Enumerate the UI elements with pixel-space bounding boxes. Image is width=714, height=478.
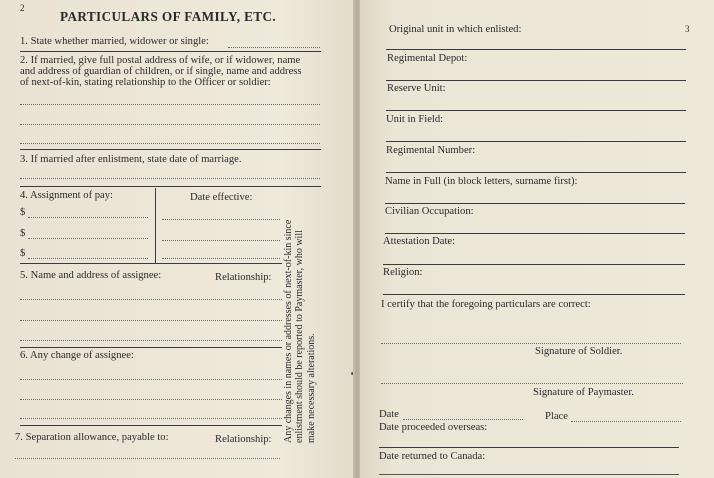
date-effective-label: Date effective:: [190, 192, 253, 203]
q3-answer-line[interactable]: [20, 178, 320, 179]
reserve-unit-label: Reserve Unit:: [387, 83, 446, 94]
page-number-left: 2: [20, 3, 25, 13]
pay-amount-line-2[interactable]: [28, 238, 148, 239]
regimental-number-line[interactable]: [386, 172, 686, 173]
question-7-label: 7. Separation allowance, payable to:: [15, 432, 169, 443]
page-number-right: 3: [685, 24, 690, 34]
date-returned-line[interactable]: [379, 474, 679, 475]
q7-answer-line[interactable]: [15, 458, 280, 459]
date-effective-line-3[interactable]: [162, 258, 280, 259]
civilian-occupation-line[interactable]: [385, 233, 685, 234]
soldier-signature-line[interactable]: [381, 343, 681, 344]
relationship-label-5: Relationship:: [215, 272, 272, 283]
divider: [20, 51, 321, 52]
page-title: PARTICULARS OF FAMILY, ETC.: [60, 9, 277, 24]
place-label: Place: [545, 411, 568, 422]
regimental-depot-line[interactable]: [386, 80, 686, 81]
question-1-label: 1. State whether married, widower or single:: [20, 36, 209, 47]
dollar-sign-1: $: [20, 207, 26, 218]
dollar-sign-3: $: [20, 248, 26, 259]
question-5-label: 5. Name and address of assignee:: [20, 270, 162, 281]
divider: [20, 347, 282, 348]
right-page: [360, 0, 714, 478]
signature-of-paymaster-label: Signature of Paymaster.: [533, 387, 634, 398]
civilian-occupation-label: Civilian Occupation:: [385, 206, 474, 217]
left-page: [0, 0, 354, 478]
q6-answer-line-1[interactable]: [20, 379, 282, 380]
question-3-label: 3. If married after enlistment, state date of marriage.: [20, 154, 242, 165]
assignment-column-divider: [155, 188, 156, 263]
religion-line[interactable]: [383, 294, 685, 295]
q2-answer-line-3[interactable]: [20, 143, 320, 144]
certify-statement: I certify that the foregoing particulars are correct:: [381, 299, 591, 310]
pay-amount-line-3[interactable]: [28, 258, 148, 259]
religion-label: Religion:: [383, 267, 423, 278]
paymaster-signature-line[interactable]: [381, 383, 683, 384]
divider: [20, 425, 282, 426]
date-proceeded-overseas-label: Date proceeded overseas:: [379, 422, 488, 433]
unit-in-field-label: Unit in Field:: [386, 114, 444, 125]
original-unit-line[interactable]: [386, 49, 686, 50]
regimental-number-label: Regimental Number:: [386, 145, 476, 156]
date-label: Date: [379, 409, 399, 420]
divider: [20, 186, 321, 187]
question-2-line-1: 2. If married, give full postal address of wife, or if widower, name: [20, 55, 301, 66]
regimental-depot-label: Regimental Depot:: [387, 53, 468, 64]
q2-answer-line-1[interactable]: [20, 104, 320, 105]
reserve-unit-line[interactable]: [386, 110, 686, 111]
attestation-date-label: Attestation Date:: [383, 236, 456, 247]
name-in-full-label: Name in Full (in block letters, surname first):: [385, 176, 578, 187]
date-effective-line-2[interactable]: [162, 240, 280, 241]
unit-in-field-line[interactable]: [386, 141, 686, 142]
date-returned-label: Date returned to Canada:: [379, 451, 486, 462]
side-note-vertical: Any changes in names or addresses of next-of-kin since enlistment should be reported to Paymaster, who will make necessary alterations.: [283, 219, 317, 443]
pay-amount-line-1[interactable]: [28, 217, 148, 218]
original-unit-label: Original unit in which enlisted:: [389, 24, 522, 35]
question-6-label: 6. Any change of assignee:: [20, 350, 134, 361]
date-effective-line-1[interactable]: [162, 219, 280, 220]
q5-answer-line-1[interactable]: [20, 299, 282, 300]
signature-of-soldier-label: Signature of Soldier.: [535, 346, 623, 357]
question-2-line-2: and address of guardian of children, or if single, name and address: [20, 66, 302, 77]
date-proceeded-overseas-line[interactable]: [379, 447, 679, 448]
divider: [20, 149, 321, 150]
dollar-sign-2: $: [20, 228, 26, 239]
question-2-line-3: of next-of-kin, stating relationship to the Officer or soldier:: [20, 77, 271, 88]
place-line[interactable]: [571, 421, 681, 422]
divider: [20, 263, 282, 264]
relationship-label-7: Relationship:: [215, 434, 272, 445]
q2-answer-line-2[interactable]: [20, 124, 320, 125]
q6-answer-line-3[interactable]: [20, 418, 282, 419]
q5-answer-line-3[interactable]: [20, 340, 282, 341]
attestation-date-line[interactable]: [383, 264, 685, 265]
question-4-label: 4. Assignment of pay:: [20, 190, 113, 201]
q1-dotted-line[interactable]: [228, 47, 320, 48]
date-line[interactable]: [403, 419, 523, 420]
name-in-full-line[interactable]: [385, 203, 685, 204]
q5-answer-line-2[interactable]: [20, 320, 282, 321]
q6-answer-line-2[interactable]: [20, 399, 282, 400]
